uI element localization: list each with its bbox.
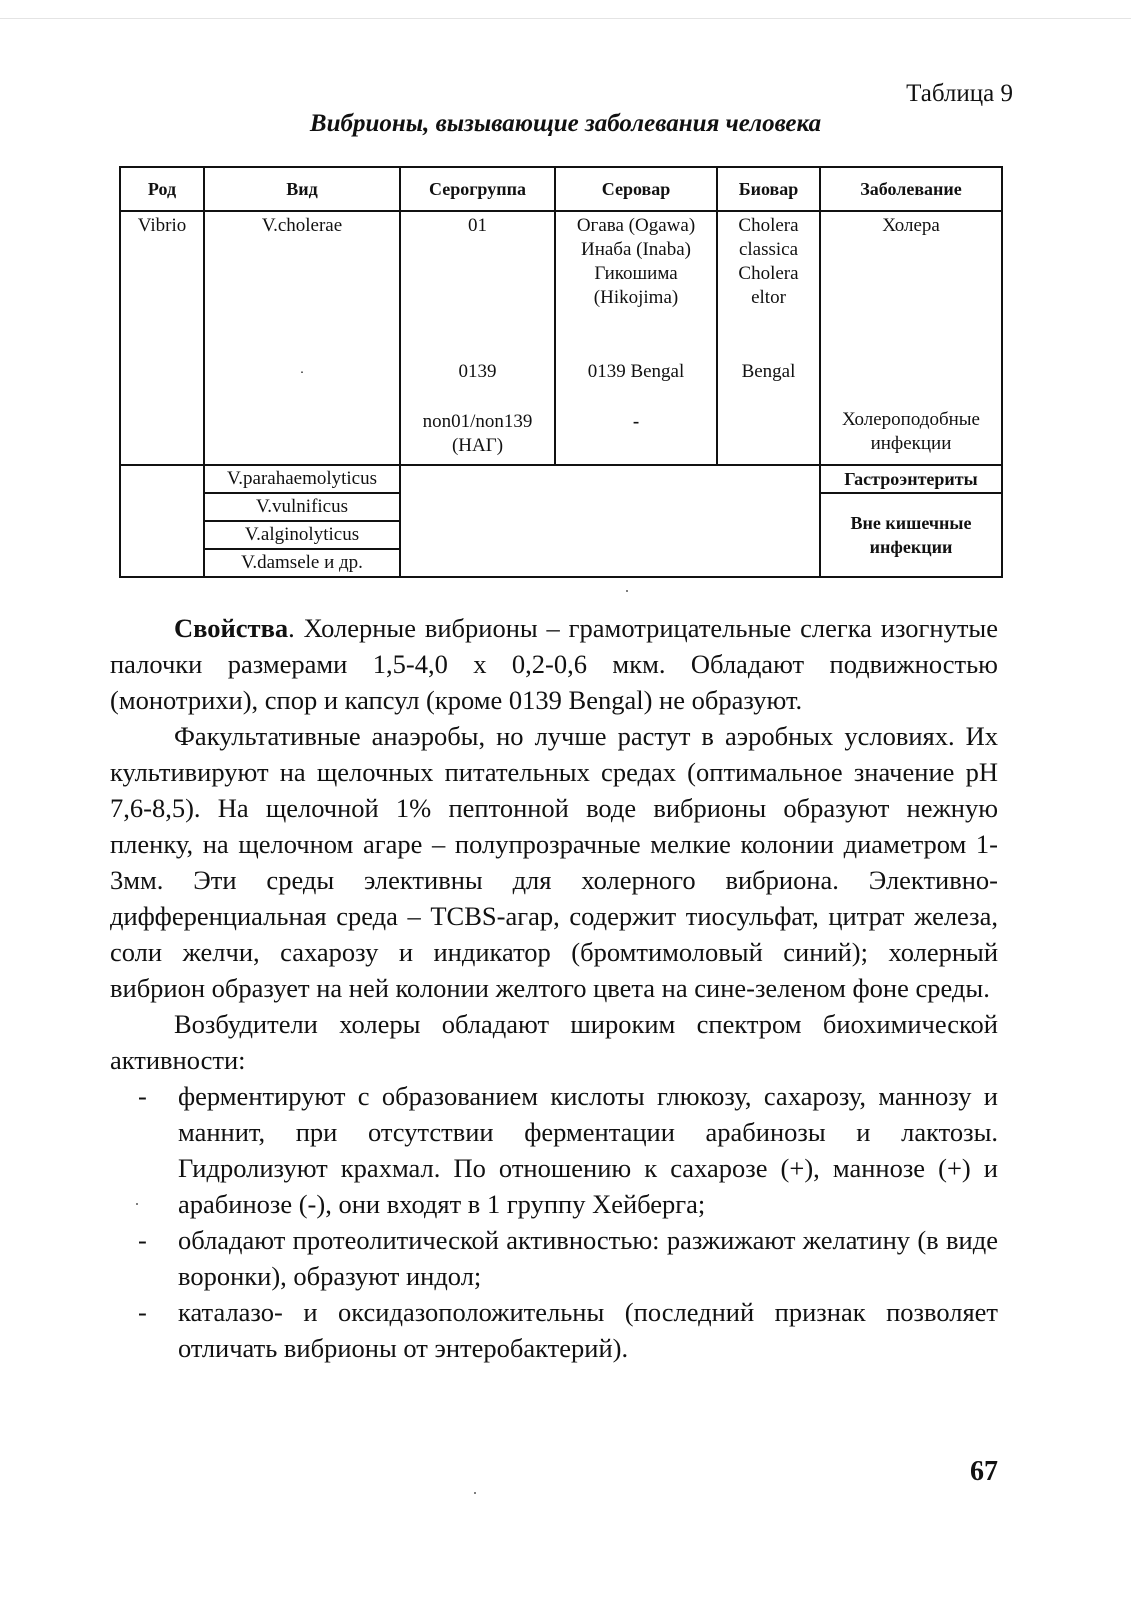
properties-heading: Свойства xyxy=(174,613,289,643)
bullet-dash: - xyxy=(138,1225,147,1255)
species-cholerae: V.cholerae xyxy=(261,215,343,236)
header-biovar: Биовар xyxy=(717,167,820,211)
header-serovar: Серовар xyxy=(555,167,717,211)
disease-choleralike-1: Холероподобные xyxy=(841,409,980,430)
biovar-cholera-1: Cholera xyxy=(738,215,799,236)
header-genus: Род xyxy=(120,167,204,211)
cell-genus-empty-2 xyxy=(120,493,204,521)
bullet-dash: - xyxy=(138,1297,147,1327)
serovar-dash: - xyxy=(632,411,640,432)
biovar-cholera-2: Cholera xyxy=(738,263,799,284)
cell-serogroups xyxy=(400,211,555,465)
serovar-0139-bengal: 0139 Bengal xyxy=(587,361,685,382)
table-row-cholerae xyxy=(120,211,1002,465)
biovar-bengal: Bengal xyxy=(741,361,796,382)
header-disease: Заболевание xyxy=(820,167,1002,211)
cell-diseases xyxy=(820,211,1002,465)
species-damsele: V.damsele и др. xyxy=(204,549,400,577)
bullet-dash: - xyxy=(138,1081,147,1111)
bullet-text-3: каталазо- и оксидазоположительны (последний признак позволяет отличать вибрионы от энтеробактерий). xyxy=(178,1297,998,1363)
disease-choleralike-2: инфекции xyxy=(870,433,952,454)
table-title-text: Вибрионы, вызывающие заболевания человека xyxy=(309,110,822,137)
cell-genus-empty-3 xyxy=(120,521,204,549)
list-item xyxy=(110,1222,998,1294)
disease-extraintestinal xyxy=(820,493,1002,577)
list-item xyxy=(110,1078,998,1222)
paragraph-cultivation: Факультативные анаэробы, но лучше растут в аэробных условиях. Их культивируют на щелочных питательных средах (оптимальное значение рН 7,6-8,5). На щелочной 1% пептонной воде вибрионы образуют нежную пленку, на щелочном агаре – полупрозрачные мелкие колонии диаметром 1-3мм. Эти среды элективны для холерного вибриона. Элективно-дифференциальная среда – TCBS-агар, содержит тиосульфат, цитрат железа, соли желчи, сахарозу и индикатор (бромтимоловый синий); холерный вибрион образует на ней колонии желтого цвета на сине-зеленом фоне среды. xyxy=(110,721,998,1003)
disease-cholera: Холера xyxy=(882,215,940,236)
species-vulnificus: V.vulnificus xyxy=(204,493,400,521)
cell-biovars xyxy=(717,211,820,465)
serovar-inaba: Инаба (Inaba) xyxy=(580,239,692,260)
table-number: Таблица 9 xyxy=(906,80,1013,107)
table-header-row xyxy=(120,167,1002,211)
scan-speck xyxy=(136,1203,138,1205)
bullet-text-2: обладают протеолитической активностью: разжижают желатину (в виде воронки), образуют индол; xyxy=(178,1225,998,1291)
scan-speck xyxy=(474,1492,476,1494)
serovar-hikojima-ru: Гикошима xyxy=(594,263,678,284)
genus-text: Vibrio xyxy=(137,215,187,236)
biovar-eltor: eltor xyxy=(751,287,786,308)
scan-speck xyxy=(626,590,628,592)
serogroup-non01-line1: non01/non139 xyxy=(422,411,533,432)
bullet-text-1: ферментируют с образованием кислоты глюкозу, сахарозу, маннозу и маннит, при отсутствии ферментации арабинозы и лактозы. Гидролизуют крахмал. По отношению к сахарозе (+), маннозе (+) и арабинозе (-), они входят в 1 группу Хейберга; xyxy=(178,1081,998,1219)
page-edge xyxy=(0,18,1131,19)
properties-text: . Холерные вибрионы – грамотрицательные слегка изогнутые палочки размерами 1,5-4,0 х 0,2-0,6 мкм. Обладают подвижностью (монотрихи), спор и капсул (кроме 0139 Bengal) не образуют. xyxy=(110,613,998,715)
species-parahaemolyticus: V.parahaemolyticus xyxy=(204,465,400,493)
list-item xyxy=(110,1294,998,1366)
species-mark: . xyxy=(300,362,304,377)
serogroup-01: 01 xyxy=(468,215,487,236)
header-species: Вид xyxy=(204,167,400,211)
cell-serovars xyxy=(555,211,717,465)
paragraph-properties xyxy=(110,610,998,718)
cell-species-cholerae xyxy=(204,211,400,465)
species-alginolyticus: V.alginolyticus xyxy=(204,521,400,549)
page-number: 67 xyxy=(970,1456,998,1487)
serovar-hikojima: (Hikojima) xyxy=(593,287,679,308)
body-text xyxy=(110,610,998,1366)
table-title xyxy=(0,110,1131,138)
cell-empty-area xyxy=(400,465,820,577)
cell-genus xyxy=(120,211,204,465)
biochem-list xyxy=(110,1078,998,1366)
table-row-other-1 xyxy=(120,465,1002,493)
serovar-ogawa: Огава (Ogawa) xyxy=(576,215,696,236)
vibrio-table xyxy=(119,166,1003,578)
paragraph-biochemistry: Возбудители холеры обладают широким спектром биохимической активности: xyxy=(110,1009,998,1075)
disease-gastro: Гастроэнтериты xyxy=(820,465,1002,493)
disease-extra-line2: инфекции xyxy=(869,537,953,557)
header-serogroup: Серогруппа xyxy=(400,167,555,211)
disease-extra-line1: Вне кишечные xyxy=(850,513,972,533)
biovar-classica: classica xyxy=(738,239,799,260)
serogroup-non01-line2: (НАГ) xyxy=(451,435,504,456)
cell-genus-empty xyxy=(120,465,204,493)
serogroup-0139: 0139 xyxy=(458,361,497,382)
cell-genus-empty-4 xyxy=(120,549,204,577)
